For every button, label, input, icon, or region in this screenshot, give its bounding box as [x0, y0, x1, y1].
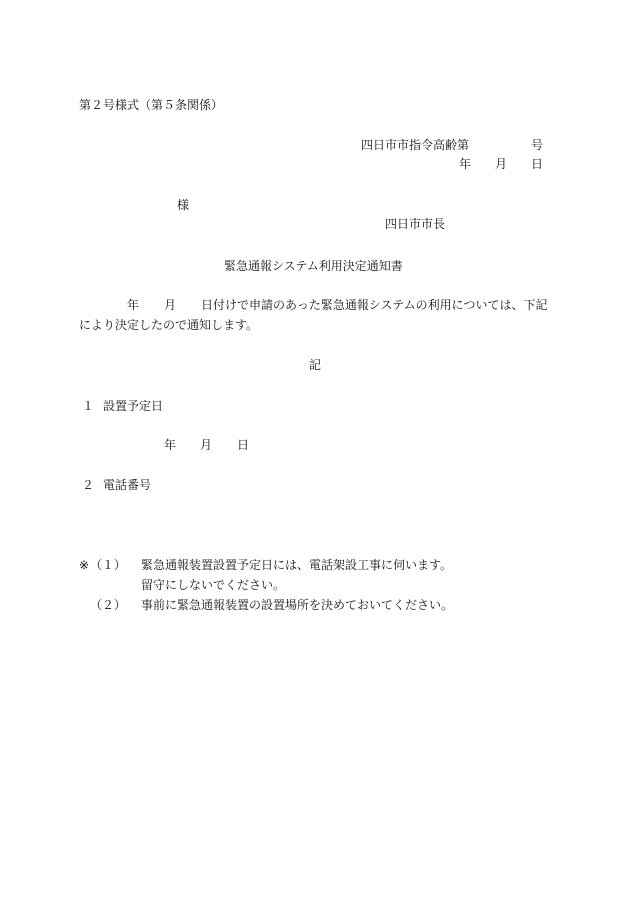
- issue-date-month: 月: [495, 157, 508, 171]
- item-2-number: ２: [82, 478, 95, 492]
- install-date-month: 月: [200, 438, 213, 452]
- document-title: 緊急通報システム利用決定通知書: [224, 259, 403, 273]
- note-1-line-2: 留守にしないでください。: [141, 578, 286, 592]
- note-1-line-1: 緊急通報装置設置予定日には、電話架設工事に伺います。: [141, 558, 453, 572]
- install-date-day: 日: [237, 438, 250, 452]
- item-1-number: １: [82, 399, 95, 413]
- form-number: 第２号様式（第５条関係）: [79, 98, 224, 112]
- note-2-number: （２）: [90, 598, 127, 612]
- ki-heading: 記: [309, 358, 322, 372]
- note-1-number: （１）: [90, 558, 127, 572]
- issue-date-year: 年: [459, 157, 472, 171]
- item-2-label: 電話番号: [103, 478, 152, 492]
- body-year: 年: [127, 298, 140, 312]
- issuer-name: 四日市市長: [385, 217, 446, 231]
- note-mark: ※: [79, 558, 90, 572]
- item-1-label: 設置予定日: [103, 399, 164, 413]
- note-2-line-1: 事前に緊急通報装置の設置場所を決めておいてください。: [141, 598, 454, 612]
- body-line-1: 日付けで申請のあった緊急通報システムの利用については、下記: [201, 298, 548, 312]
- body-month: 月: [164, 298, 177, 312]
- addressee-honorific: 様: [177, 198, 190, 212]
- reference-number-prefix: 四日市市指令高齢第: [361, 138, 470, 152]
- reference-number-suffix: 号: [531, 138, 544, 152]
- body-line-2: により決定したので通知します。: [79, 318, 259, 332]
- issue-date-day: 日: [531, 157, 544, 171]
- install-date-year: 年: [164, 438, 177, 452]
